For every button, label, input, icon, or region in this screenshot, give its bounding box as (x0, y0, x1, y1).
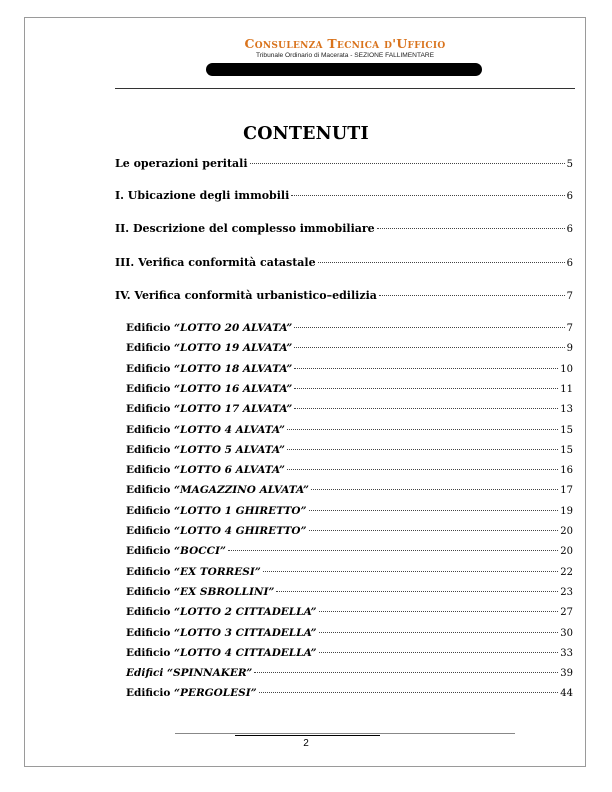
toc-sub-entry-page: 39 (560, 668, 573, 680)
toc-leader-dots (294, 327, 564, 328)
toc-sub-entry-prefix: Edificio (126, 342, 175, 355)
toc-leader-dots (294, 368, 558, 369)
toc-leader-dots (311, 489, 558, 490)
toc-sub-entry-name: “LOTTO 18 ALVATA” (174, 362, 293, 375)
toc-leader-dots (318, 262, 565, 263)
toc-entry-page: 6 (566, 258, 573, 269)
toc-sub-entry-page: 11 (560, 383, 573, 395)
toc-entry-label: I. Ubicazione degli immobili (115, 189, 290, 202)
toc-sub-entry-label (126, 545, 226, 557)
toc-leader-dots (319, 652, 559, 653)
toc-leader-dots (294, 388, 558, 389)
toc-entry-page: 7 (566, 291, 573, 302)
toc-sub-entry-name: “EX SBROLLINI” (174, 585, 275, 598)
toc-sub-entry-prefix: Edificio (126, 382, 175, 395)
toc-sub-entry-page: 13 (560, 404, 573, 416)
toc-sub-entry-label (126, 322, 292, 334)
toc-sub-entry-label (126, 647, 317, 659)
toc-sub-entry-label (126, 667, 252, 679)
toc-sub-entry-page: 17 (560, 485, 573, 497)
toc-sub-entry-prefix: Edificio (126, 504, 175, 517)
toc-leader-dots (287, 469, 558, 470)
toc-sub-entry[interactable] (126, 647, 573, 663)
toc-sub-entry-page: 7 (566, 323, 573, 334)
toc-sub-entry-prefix: Edificio (126, 403, 175, 416)
toc-leader-dots (294, 347, 564, 348)
toc-sub-entry-label (126, 627, 317, 639)
footer-page-number: 2 (303, 738, 309, 749)
footer-line (175, 733, 515, 734)
toc-sub-entry-prefix: Edificio (126, 423, 175, 436)
toc-sub-entry-page: 22 (560, 566, 573, 578)
toc-sub-entry-prefix: Edificio (126, 626, 175, 639)
toc-sub-entry[interactable] (126, 363, 573, 379)
toc-sub-entry-prefix: Edifici (126, 667, 168, 680)
toc-sub-entry-name: “MAGAZZINO ALVATA” (174, 484, 309, 497)
toc-entry-page: 5 (566, 159, 573, 170)
toc-sub-entry-page: 30 (560, 627, 573, 639)
toc-sub-entry-page: 10 (560, 363, 573, 375)
toc-entry-descrizione[interactable] (115, 222, 573, 238)
toc-leader-dots (254, 672, 558, 673)
toc-sub-entry[interactable] (126, 606, 573, 622)
toc-leader-dots (263, 571, 558, 572)
toc-entry-urbanistico[interactable] (115, 289, 573, 305)
toc-leader-dots (228, 550, 558, 551)
toc-sub-entry[interactable] (126, 424, 573, 440)
toc-sub-entry-label (126, 363, 292, 375)
toc-sub-entry-label (126, 444, 285, 456)
toc-sub-entry-page: 27 (560, 607, 573, 619)
toc-sub-entry-page: 15 (560, 444, 573, 456)
toc-sub-entry-prefix: Edificio (126, 687, 175, 700)
toc-sub-entry-page: 44 (560, 688, 573, 700)
toc-leader-dots (287, 429, 558, 430)
toc-sub-entry-label (126, 424, 285, 436)
toc-sub-entry[interactable] (126, 444, 573, 460)
toc-sub-entry-page: 19 (560, 505, 573, 517)
toc-sub-entry-prefix: Edificio (126, 443, 175, 456)
toc-sub-entry-page: 15 (560, 424, 573, 436)
toc-sub-entry-name: “SPINNAKER” (167, 667, 253, 680)
toc-sub-entry-name: “LOTTO 17 ALVATA” (174, 403, 293, 416)
header-bar (206, 63, 482, 76)
toc-sub-entry-name: “LOTTO 19 ALVATA” (174, 342, 293, 355)
footer-line-accent (235, 735, 380, 736)
toc-leader-dots (379, 295, 565, 296)
toc-sub-entry-name: “BOCCI” (174, 545, 226, 558)
toc-leader-dots (276, 591, 558, 592)
toc-sub-entry-name: “LOTTO 2 CITTADELLA” (174, 606, 317, 619)
toc-sub-entry-prefix: Edificio (126, 606, 175, 619)
toc-sub-entry-prefix: Edificio (126, 565, 175, 578)
toc-sub-entry-name: “LOTTO 5 ALVATA” (174, 443, 285, 456)
toc-sub-entry-label (126, 505, 307, 517)
toc-sub-entry-name: “LOTTO 4 CITTADELLA” (174, 646, 317, 659)
toc-sub-entry[interactable] (126, 484, 573, 500)
toc-leader-dots (319, 611, 559, 612)
toc-entry-label: III. Verifica conformità catastale (115, 256, 316, 269)
toc-entry-page: 6 (566, 224, 573, 235)
toc-sub-entry-page: 23 (560, 586, 573, 598)
toc-leader-dots (309, 510, 559, 511)
toc-sub-entry[interactable] (126, 525, 573, 541)
toc-sub-entry-name: “LOTTO 6 ALVATA” (174, 464, 285, 477)
toc-leader-dots (291, 195, 564, 196)
toc-sub-entry[interactable] (126, 322, 573, 338)
toc-sub-entry-label (126, 687, 257, 699)
toc-sub-entry[interactable] (126, 342, 573, 358)
toc-sub-entry-label (126, 383, 292, 395)
toc-sub-entry-page: 20 (560, 546, 573, 558)
toc-sub-entry[interactable] (126, 667, 573, 683)
toc-sub-entry-name: “LOTTO 16 ALVATA” (174, 382, 293, 395)
toc-sub-entry-label (126, 464, 285, 476)
toc-sub-entry[interactable] (126, 403, 573, 419)
toc-sub-entry-name: “EX TORRESI” (174, 565, 261, 578)
toc-entry-label: IV. Verifica conformità urbanistico–edilizia (115, 289, 377, 302)
toc-sub-entry[interactable] (126, 687, 573, 703)
toc-sub-entry[interactable] (126, 383, 573, 399)
toc-sub-entry-name: “LOTTO 20 ALVATA” (174, 322, 293, 334)
toc-sub-entry-prefix: Edificio (126, 545, 175, 558)
toc-sub-entry-name: “PERGOLESI” (174, 687, 257, 700)
toc-sub-entry-prefix: Edificio (126, 484, 175, 497)
toc-leader-dots (377, 228, 565, 229)
toc-sub-entry-prefix: Edificio (126, 362, 175, 375)
toc-sub-entry-name: “LOTTO 4 GHIRETTO” (174, 525, 307, 537)
header-title: Consulenza Tecnica d'Ufficio (244, 36, 446, 51)
toc-entry-operazioni-peritali[interactable] (115, 157, 573, 173)
toc-entry-catastale[interactable] (115, 256, 573, 272)
toc-sub-entry-page: 33 (560, 647, 573, 659)
toc-sub-entry[interactable] (126, 566, 573, 582)
toc-leader-dots (287, 449, 558, 450)
toc-sub-entry[interactable] (126, 627, 573, 643)
header-subtitle: Tribunale Ordinario di Macerata - SEZIONE FALLIMENTARE (255, 52, 435, 59)
toc-sub-entry-label (126, 566, 261, 578)
toc-sub-entry[interactable] (126, 545, 573, 561)
toc-sub-entry-label (126, 586, 274, 598)
toc-sub-entry[interactable] (126, 586, 573, 602)
toc-entry-page: 6 (566, 191, 573, 202)
toc-leader-dots (309, 530, 559, 531)
toc-entry-label: II. Descrizione del complesso immobiliare (115, 222, 375, 235)
toc-sub-entry-page: 20 (560, 526, 573, 537)
toc-entry-ubicazione[interactable] (115, 189, 573, 205)
toc-leader-dots (250, 163, 565, 164)
toc-sub-entry-label (126, 403, 292, 415)
toc-sub-entry-label (126, 525, 307, 537)
toc-sub-entry-name: “LOTTO 3 CITTADELLA” (174, 626, 317, 639)
toc-sub-entry-page: 9 (566, 343, 573, 355)
header-divider (115, 88, 575, 89)
toc-sub-entry-prefix: Edificio (126, 322, 175, 334)
toc-sub-entry-prefix: Edificio (126, 646, 175, 659)
toc-sub-entry-prefix: Edificio (126, 464, 175, 477)
toc-sub-entry-name: “LOTTO 4 ALVATA” (174, 423, 285, 436)
toc-sub-entry-prefix: Edificio (126, 585, 175, 598)
toc-sub-entry-label (126, 606, 317, 618)
toc-sub-entry-name: “LOTTO 1 GHIRETTO” (174, 504, 307, 517)
toc-sub-entry[interactable] (126, 464, 573, 480)
toc-sub-entry[interactable] (126, 505, 573, 521)
toc-sub-entry-label (126, 342, 292, 354)
toc-leader-dots (259, 692, 559, 693)
toc-leader-dots (319, 632, 559, 633)
toc-sub-entry-prefix: Edificio (126, 525, 175, 537)
toc-entry-label: Le operazioni peritali (115, 157, 248, 170)
toc-title: CONTENUTI (243, 124, 369, 144)
toc-leader-dots (294, 408, 558, 409)
toc-sub-entry-label (126, 484, 309, 496)
toc-sub-entry-page: 16 (560, 465, 573, 477)
